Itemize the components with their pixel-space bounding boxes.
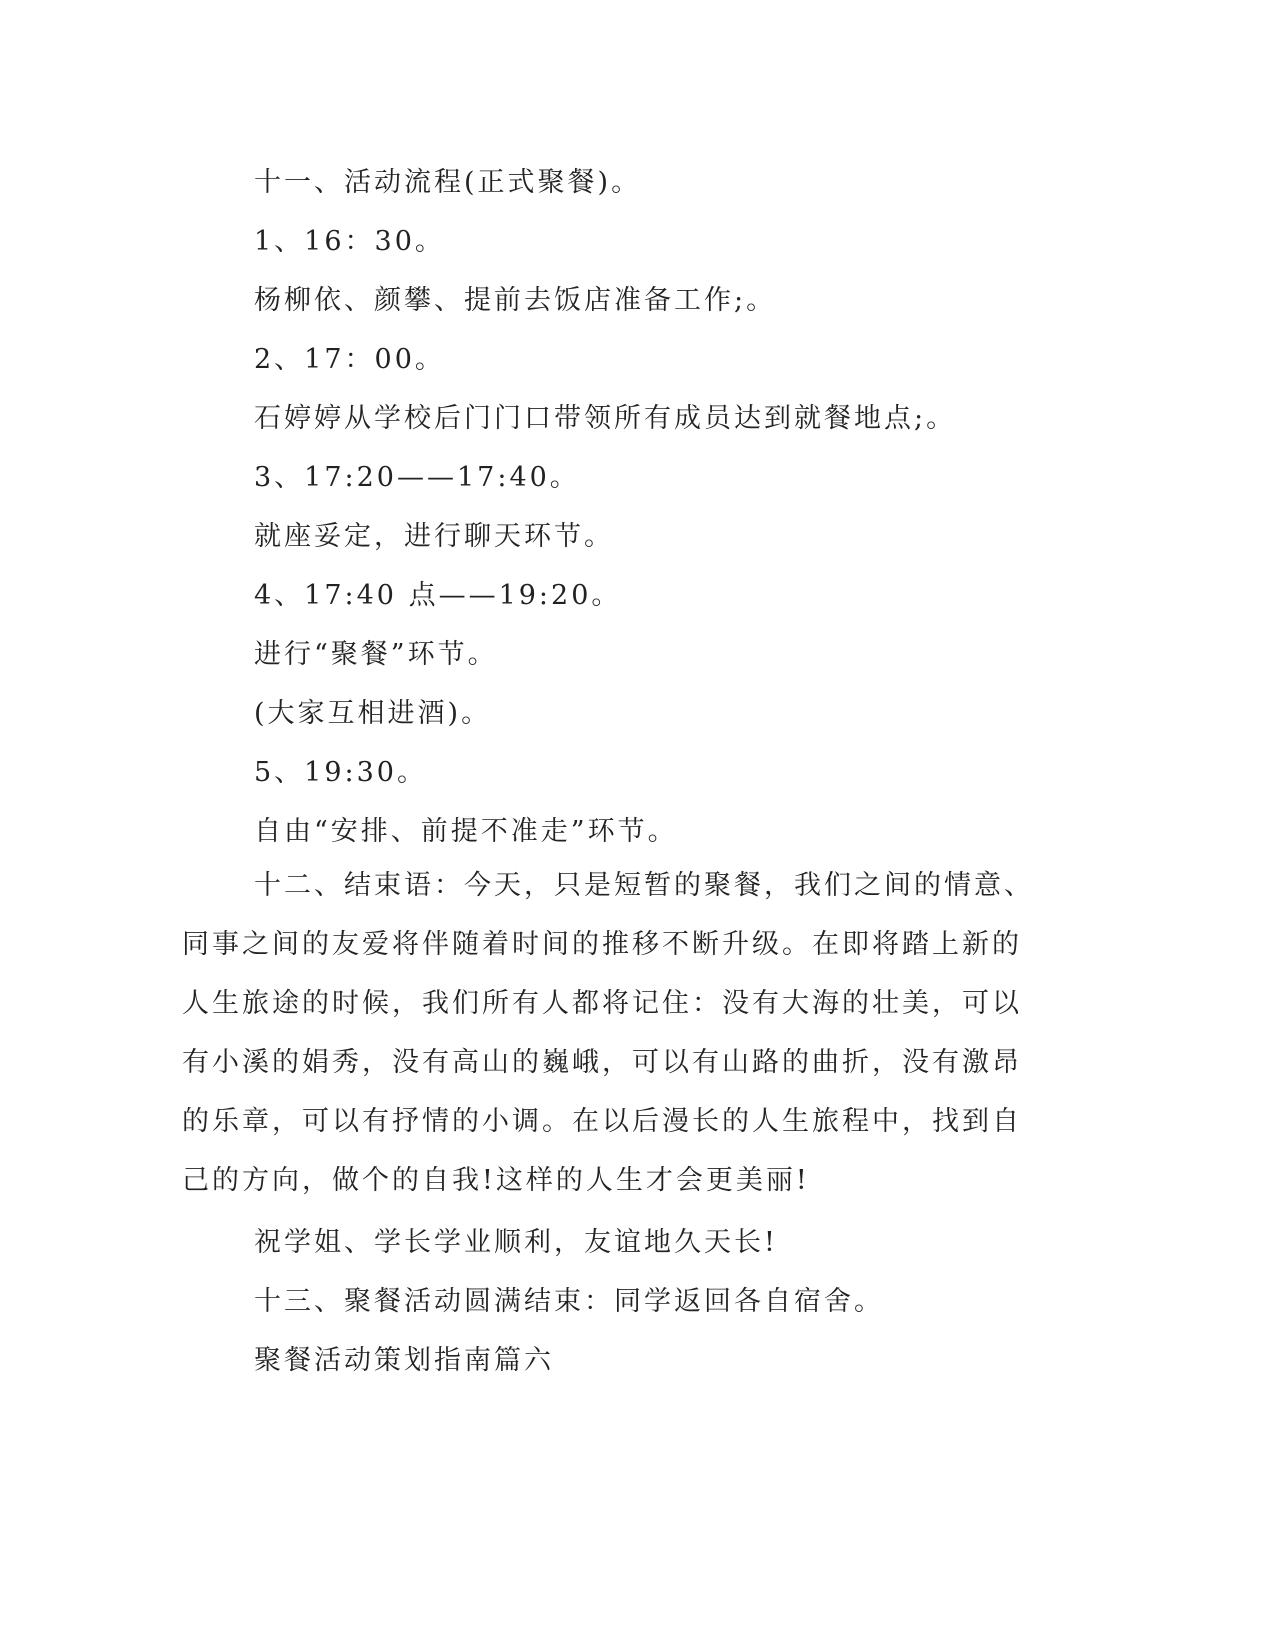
schedule-task-4: 进行“聚餐”环节。 — [254, 639, 498, 670]
section-heading-activity-flow: 十一、活动流程(正式聚餐)。 — [254, 167, 642, 198]
schedule-time-4: 4、17:40 点——19:20。 — [254, 580, 622, 611]
schedule-task-2: 石婷婷从学校后门门口带领所有成员达到就餐地点;。 — [254, 403, 957, 434]
schedule-time-1: 1、16：30。 — [254, 226, 445, 257]
closing-remarks-paragraph: 十二、结束语：今天，只是短暂的聚餐，我们之间的情意、同事之间的友爱将伴随着时间的推移不断升级。在即将踏上新的人生旅途的时候，我们所有人都将记住：没有大海的壮美，可以有小溪的娟秀，没有高山的巍峨，可以有山路的曲折，没有激昂的乐章，可以有抒情的小调。在以后漫长的人生旅程中，找到自己的方向，做个的自我!这样的人生才会更美丽! — [182, 870, 1034, 1196]
schedule-task-4-note: (大家互相进酒)。 — [254, 698, 492, 729]
schedule-time-3: 3、17:20——17:40。 — [254, 462, 580, 493]
schedule-task-3: 就座妥定，进行聊天环节。 — [254, 521, 614, 552]
section-heading-event-end: 十三、聚餐活动圆满结束：同学返回各自宿舍。 — [254, 1286, 884, 1317]
schedule-task-1: 杨柳依、颜攀、提前去饭店准备工作;。 — [254, 285, 777, 316]
wish-line: 祝学姐、学长学业顺利，友谊地久天长! — [254, 1227, 778, 1258]
next-article-heading: 聚餐活动策划指南篇六 — [254, 1345, 554, 1376]
schedule-time-2: 2、17：00。 — [254, 344, 445, 375]
schedule-task-5: 自由“安排、前提不准走”环节。 — [254, 816, 678, 847]
schedule-time-5: 5、19:30。 — [254, 757, 427, 788]
